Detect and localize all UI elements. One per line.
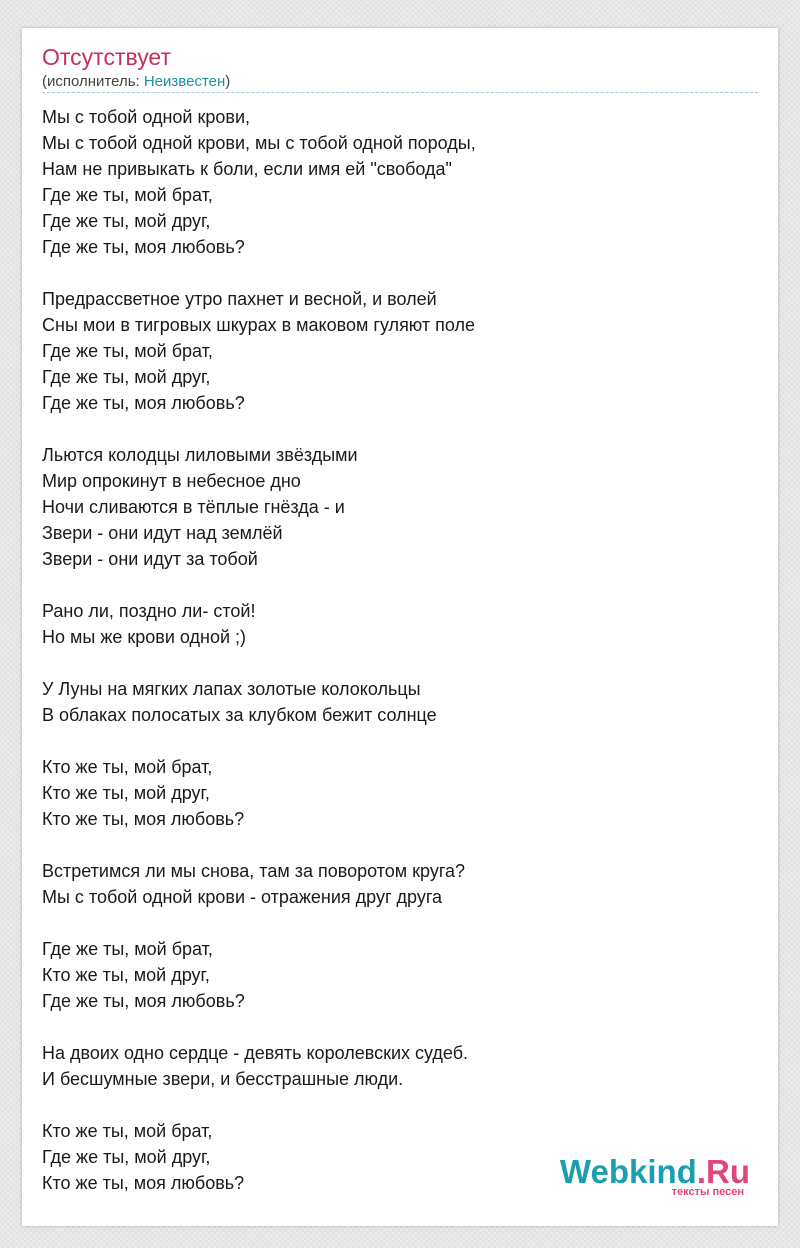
- lyric-line: Где же ты, мой брат,: [42, 185, 213, 205]
- lyric-line: Где же ты, мой друг,: [42, 367, 211, 387]
- lyrics-card: [22, 28, 778, 1226]
- lyric-line: В облаках полосатых за клубком бежит солнце: [42, 705, 437, 725]
- stanza: [42, 598, 758, 650]
- performer-suffix: ): [225, 73, 231, 90]
- song-title: Отсутствует: [42, 44, 171, 70]
- lyric-line: Сны мои в тигровых шкурах в маковом гуляют поле: [42, 315, 476, 335]
- lyric-line: Ночи сливаются в тёплые гнёзда - и: [42, 497, 345, 517]
- lyric-line: И бесшумные звери, и бесстрашные люди.: [42, 1069, 404, 1089]
- logo-tagline: тексты песен: [671, 1186, 744, 1198]
- stanza: [42, 104, 758, 260]
- lyric-line: Мы с тобой одной крови, мы с тобой одной породы,: [42, 133, 476, 153]
- title-divider: [42, 92, 758, 93]
- lyrics-body: [42, 104, 758, 1222]
- lyric-line: Но мы же крови одной ;): [42, 627, 247, 647]
- logo-main-text: Webkind: [559, 1153, 697, 1190]
- lyric-line: Кто же ты, мой брат,: [42, 1121, 213, 1141]
- performer-link[interactable]: Неизвестен: [143, 73, 226, 90]
- stanza: [42, 936, 758, 1014]
- lyric-line: Звери - они идут над землёй: [42, 523, 283, 543]
- lyric-line: Мир опрокинут в небесное дно: [42, 471, 301, 491]
- logo-wordmark: [560, 1154, 750, 1190]
- lyric-line: Кто же ты, мой друг,: [42, 965, 210, 985]
- lyric-line: Звери - они идут за тобой: [42, 549, 258, 569]
- lyric-line: Кто же ты, моя любовь?: [42, 1173, 245, 1193]
- lyric-line: Кто же ты, моя любовь?: [42, 809, 245, 829]
- stanza: [42, 442, 758, 572]
- lyric-line: Нам не привыкать к боли, если имя ей "свобода": [42, 159, 452, 179]
- lyric-line: Где же ты, мой брат,: [42, 341, 213, 361]
- lyric-line: У Луны на мягких лапах золотые колокольцы: [42, 679, 421, 699]
- lyric-line: Где же ты, мой друг,: [42, 211, 211, 231]
- stanza: [42, 676, 758, 728]
- lyric-line: Мы с тобой одной крови - отражения друг друга: [42, 887, 443, 907]
- performer-line: [42, 73, 230, 91]
- lyric-line: Предрассветное утро пахнет и весной, и волей: [42, 289, 437, 309]
- logo-tld-text: .Ru: [696, 1153, 750, 1190]
- site-logo[interactable]: [558, 1154, 750, 1198]
- lyric-line: Мы с тобой одной крови,: [42, 107, 251, 127]
- lyric-line: Кто же ты, мой брат,: [42, 757, 213, 777]
- stanza: [42, 1040, 758, 1092]
- lyric-line: На двоих одно сердце - девять королевских судеб.: [42, 1043, 469, 1063]
- lyric-line: Кто же ты, мой друг,: [42, 783, 210, 803]
- stanza: [42, 858, 758, 910]
- lyric-line: Встретимся ли мы снова, там за поворотом круга?: [42, 861, 466, 881]
- performer-prefix: (исполнитель:: [42, 73, 144, 90]
- lyric-line: Где же ты, мой друг,: [42, 1147, 211, 1167]
- lyric-line: Где же ты, моя любовь?: [42, 237, 245, 257]
- lyric-line: Где же ты, мой брат,: [42, 939, 213, 959]
- stanza: [42, 286, 758, 416]
- lyric-line: Рано ли, поздно ли- стой!: [42, 601, 256, 621]
- stanza: [42, 754, 758, 832]
- lyric-line: Где же ты, моя любовь?: [42, 991, 245, 1011]
- lyric-line: Где же ты, моя любовь?: [42, 393, 245, 413]
- lyric-line: Льются колодцы лиловыми звёздыми: [42, 445, 358, 465]
